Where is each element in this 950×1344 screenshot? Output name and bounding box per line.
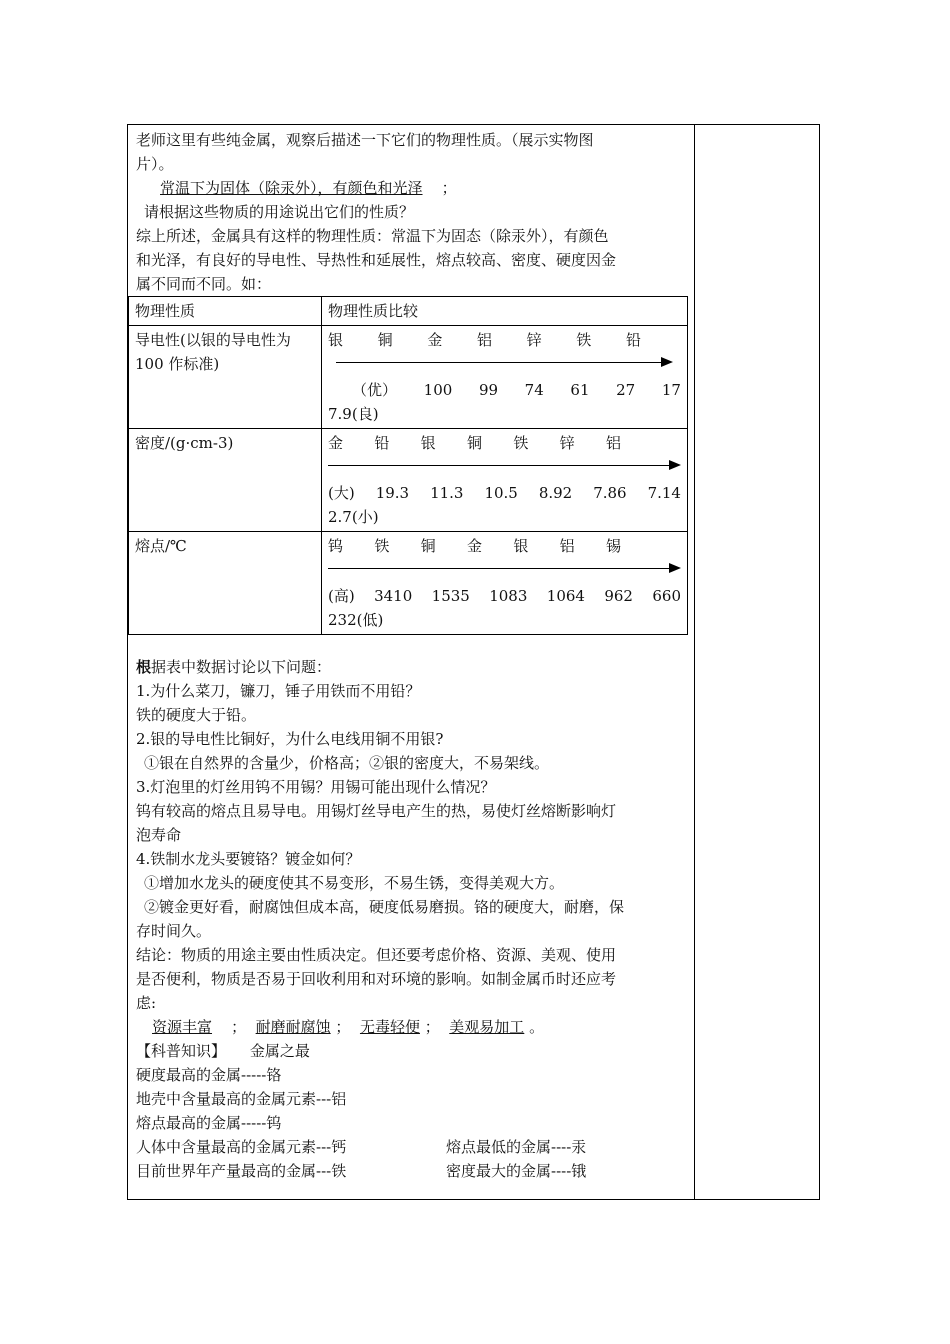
table-row-density bbox=[129, 429, 688, 532]
answer-2: ①银在自然界的含量少，价格高；②银的密度大，不易架线。 bbox=[144, 754, 550, 772]
value: 61 bbox=[570, 381, 590, 399]
science-item: 目前世界年产量最高的金属---铁 bbox=[136, 1162, 347, 1180]
science-pair bbox=[136, 1135, 688, 1159]
metal: 铜 bbox=[377, 331, 393, 349]
value: 660 bbox=[652, 587, 681, 605]
question-2: 2.银的导电性比铜好，为什么电线用铜不用银? bbox=[136, 730, 444, 748]
lesson-frame bbox=[127, 124, 820, 1200]
metal: 锡 bbox=[605, 537, 621, 555]
question-3: 3.灯泡里的灯丝用钨不用锡？用锡可能出现什么情况？ bbox=[136, 778, 496, 796]
factor-fill: 资源丰富 bbox=[152, 1018, 213, 1036]
value: 3410 bbox=[374, 587, 413, 605]
property-name: 导电性(以银的导电性为 bbox=[135, 331, 291, 349]
prompt-line: 请根据这些物质的用途说出它们的性质？ bbox=[144, 203, 415, 221]
summary-line-3: 属不同而不同。如： bbox=[136, 275, 272, 293]
metal: 金 bbox=[328, 434, 344, 452]
lead-rest: 据表中数据讨论以下问题： bbox=[151, 658, 332, 676]
value: 1064 bbox=[546, 587, 585, 605]
value: (高) bbox=[328, 587, 355, 605]
value: 10.5 bbox=[484, 484, 518, 502]
answer-fill: 常温下为固体（除汞外），有颜色和光泽 bbox=[160, 179, 423, 197]
metal: 铅 bbox=[374, 434, 390, 452]
value: 962 bbox=[604, 587, 633, 605]
discussion-lead bbox=[136, 655, 688, 679]
factor-fill: 无毒轻便 bbox=[359, 1018, 420, 1036]
answer-4-line-2: ②镀金更好看，耐腐蚀但成本高，硬度低易磨损。铬的硬度大，耐磨，保 bbox=[144, 898, 625, 916]
value: 99 bbox=[478, 381, 499, 399]
value: 100 bbox=[423, 381, 453, 399]
table-header-row bbox=[129, 297, 688, 326]
metal: 金 bbox=[427, 331, 443, 349]
metal: 银 bbox=[513, 537, 529, 555]
value-tail: 232(低) bbox=[328, 611, 384, 629]
conclusion-line-2: 是否便利，物质是否易于回收利用和对环境的影响。如制金属币时还应考 bbox=[136, 970, 617, 988]
metal: 铅 bbox=[625, 331, 641, 349]
science-item: 熔点最低的金属----汞 bbox=[446, 1138, 587, 1156]
science-item: 密度最大的金属----锇 bbox=[446, 1162, 587, 1180]
value: 8.92 bbox=[538, 484, 573, 502]
answer-4-line-3: 存时间久。 bbox=[136, 922, 212, 940]
metal: 铁 bbox=[576, 331, 592, 349]
value: 1535 bbox=[431, 587, 470, 605]
header-compare: 物理性质比较 bbox=[322, 297, 688, 326]
science-item: 地壳中含量最高的金属元素---铝 bbox=[136, 1090, 347, 1108]
arrow-icon bbox=[336, 354, 673, 372]
science-item: 硬度最高的金属-----铬 bbox=[136, 1066, 282, 1084]
factor-fill: 美观易加工 bbox=[449, 1018, 525, 1036]
answer-4-line-1: ①增加水龙头的硬度使其不易变形，不易生锈，变得美观大方。 bbox=[144, 874, 565, 892]
value: (大) bbox=[328, 484, 355, 502]
value-sequence bbox=[328, 584, 681, 608]
property-name-cont: 100 作标准) bbox=[135, 355, 220, 373]
column-divider bbox=[694, 125, 695, 1199]
metal: 铜 bbox=[420, 537, 436, 555]
spacer bbox=[136, 635, 688, 655]
metal: 铝 bbox=[476, 331, 492, 349]
value: 17 bbox=[661, 381, 681, 399]
intro-line-2: 片）。 bbox=[136, 155, 174, 173]
science-heading bbox=[136, 1039, 688, 1063]
summary-line-2: 和光泽，有良好的导电性、导热性和延展性，熔点较高、密度、硬度因金 bbox=[136, 251, 617, 269]
summary-line-1: 综上所述，金属具有这样的物理性质：常温下为固态（除汞外），有颜色 bbox=[136, 227, 609, 245]
question-4: 4.铁制水龙头要镀铬？镀金如何？ bbox=[136, 850, 361, 868]
value-tail: 2.7(小) bbox=[328, 508, 379, 526]
property-table bbox=[128, 296, 688, 635]
value: 27 bbox=[616, 381, 636, 399]
metal: 铜 bbox=[466, 434, 482, 452]
science-title: 【科普知识】 bbox=[136, 1042, 227, 1060]
property-name: 密度/(g·cm-3) bbox=[135, 434, 234, 452]
value: 74 bbox=[524, 381, 544, 399]
answer-end: ； bbox=[441, 179, 457, 197]
metal-sequence bbox=[328, 534, 681, 558]
question-1: 1.为什么菜刀，镰刀，锤子用铁而不用铅？ bbox=[136, 682, 421, 700]
answer-3-line-1: 钨有较高的熔点且易导电。用锡灯丝导电产生的热，易使灯丝熔断影响灯 bbox=[136, 802, 617, 820]
metal-sequence bbox=[328, 431, 681, 455]
factor-fill: 耐磨耐腐蚀 bbox=[255, 1018, 331, 1036]
metal: 钨 bbox=[328, 537, 344, 555]
metal: 铁 bbox=[374, 537, 390, 555]
header-property: 物理性质 bbox=[129, 297, 322, 326]
answer-line bbox=[136, 176, 688, 200]
conclusion-line-1: 结论：物质的用途主要由性质决定。但还要考虑价格、资源、美观、使用 bbox=[136, 946, 617, 964]
value-sequence bbox=[328, 481, 681, 505]
value: 19.3 bbox=[375, 484, 410, 502]
main-column bbox=[136, 128, 688, 1183]
intro-line-1: 老师这里有些纯金属，观察后描述一下它们的物理性质。（展示实物图 bbox=[136, 131, 594, 149]
value-tail: 7.9(良) bbox=[328, 405, 379, 423]
table-row-conductivity bbox=[129, 326, 688, 429]
metal: 银 bbox=[328, 331, 344, 349]
science-item: 人体中含量最高的金属元素---钙 bbox=[136, 1138, 347, 1156]
value: 7.86 bbox=[593, 484, 627, 502]
metal-sequence bbox=[328, 328, 681, 352]
metal: 铝 bbox=[559, 537, 575, 555]
metal: 金 bbox=[466, 537, 482, 555]
answer-1: 铁的硬度大于铅。 bbox=[136, 706, 257, 724]
arrow-icon bbox=[328, 560, 681, 578]
metal: 锌 bbox=[559, 434, 575, 452]
conclusion-line-3: 虑: bbox=[136, 994, 157, 1012]
metal: 铁 bbox=[513, 434, 529, 452]
value: 1083 bbox=[489, 587, 528, 605]
arrow-icon bbox=[328, 457, 681, 475]
value-sequence bbox=[328, 378, 681, 402]
property-name: 熔点/℃ bbox=[135, 537, 187, 555]
answer-3-line-2: 泡寿命 bbox=[136, 826, 182, 844]
metal: 银 bbox=[420, 434, 436, 452]
metal: 锌 bbox=[526, 331, 542, 349]
lead-bold: 根 bbox=[136, 658, 152, 676]
value: 11.3 bbox=[430, 484, 464, 502]
factor-line: 资源丰富 ； 耐磨耐腐蚀 ； 无毒轻便 ； 美观易加工 。 bbox=[152, 1018, 545, 1036]
value: 7.14 bbox=[647, 484, 681, 502]
table-row-melting-point bbox=[129, 532, 688, 635]
science-pair bbox=[136, 1159, 688, 1183]
metal: 铝 bbox=[605, 434, 621, 452]
science-subtitle: 金属之最 bbox=[249, 1042, 310, 1060]
value: （优） bbox=[352, 381, 398, 399]
science-item: 熔点最高的金属-----钨 bbox=[136, 1114, 282, 1132]
